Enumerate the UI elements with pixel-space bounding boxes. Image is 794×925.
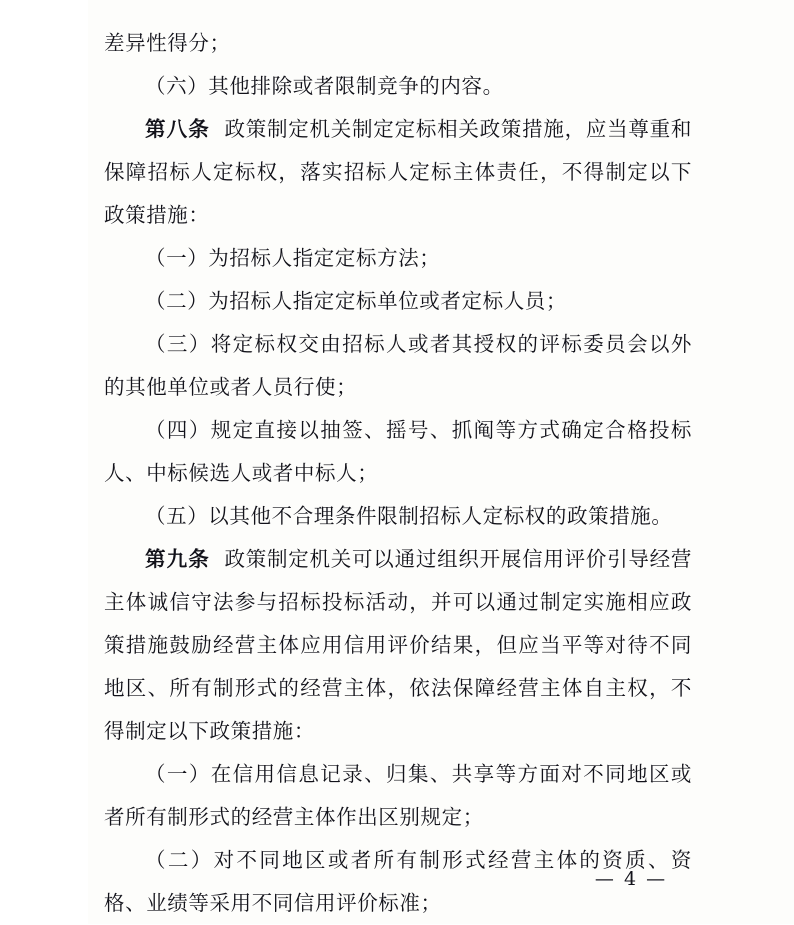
paragraph-text: 政策制定机关制定定标相关政策措施，应当尊重和保障招标人定标权，落实招标人定标主体责任，不得制定以下政策措施： (104, 117, 692, 227)
paragraph (104, 22, 692, 65)
paragraph (104, 280, 692, 323)
paragraph (104, 65, 692, 108)
article-paragraph (104, 108, 692, 237)
document-body (104, 22, 692, 925)
page-left-margin (0, 0, 88, 924)
page-number (0, 868, 794, 890)
paragraph (104, 237, 692, 280)
paragraph-text: （二）为招标人指定定标单位或者定标人员； (145, 289, 567, 313)
page-number-text: — 4 — (594, 868, 668, 890)
paragraph-text: 政策制定机关可以通过组织开展信用评价引导经营主体诚信守法参与招标投标活动，并可以通过制定实施相应政策措施鼓励经营主体应用信用评价结果，但应当平等对待不同地区、所有制形式的经营主体，依法保障经营主体自主权，不得制定以下政策措施： (104, 547, 692, 743)
paragraph-text: （二）对不同地区或者所有制形式经营主体的资质、资格、业绩等采用不同信用评价标准； (104, 848, 692, 915)
paragraph (104, 323, 692, 409)
paragraph (104, 753, 692, 839)
paragraph (104, 409, 692, 495)
paragraph-text: （六）其他排除或者限制竞争的内容。 (145, 74, 504, 98)
paragraph-text: （一）为招标人指定定标方法； (145, 246, 441, 270)
paragraph-text: 差异性得分； (104, 31, 231, 55)
article-paragraph (104, 538, 692, 753)
paragraph-text: （四）规定直接以抽签、摇号、抓阄等方式确定合格投标人、中标候选人或者中标人； (104, 418, 692, 485)
article-label: 第九条 (145, 547, 210, 571)
paragraph-text: （一）在信用信息记录、归集、共享等方面对不同地区或者所有制形式的经营主体作出区别规定； (104, 762, 692, 829)
article-label: 第八条 (145, 117, 210, 141)
paragraph-text: （三）将定标权交由招标人或者其授权的评标委员会以外的其他单位或者人员行使； (104, 332, 692, 399)
paragraph-text: （五）以其他不合理条件限制招标人定标权的政策措施。 (145, 504, 673, 528)
paragraph (104, 495, 692, 538)
